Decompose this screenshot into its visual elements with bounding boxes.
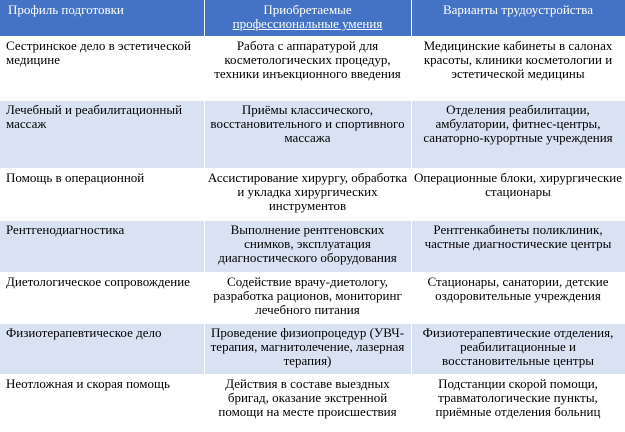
cell-skills: Действия в составе выездных бригад, оказание экстренной помощи на месте происшествия	[218, 376, 397, 419]
table-row	[0, 36, 625, 100]
cell-employment: Операционные блоки, хирургические стационары	[413, 170, 623, 199]
column-divider	[204, 0, 205, 432]
row-divider	[0, 374, 625, 375]
cell-employment: Медицинские кабинеты в салонах красоты, клиники косметологии и эстетической медицины	[423, 38, 613, 81]
column-divider	[411, 0, 412, 432]
row-divider	[0, 100, 625, 101]
cell-skills: Выполнение рентгеновских снимков, эксплуатация диагностического оборудования	[218, 222, 397, 265]
table-row	[0, 168, 625, 220]
table-row	[0, 323, 625, 374]
cell-employment: Рентгенкабинеты поликлиник, частные диагностические центры	[424, 222, 612, 251]
cell-employment: Стационары, санатории, детские оздоровительные учреждения	[427, 274, 609, 303]
cell-employment: Отделения реабилитации, амбулатории, фитнес-центры, санаторно-курортные учреждения	[423, 102, 613, 145]
header-skills: Приобретаемые профессиональные умения	[232, 2, 383, 31]
header-profile: Профиль подготовки	[8, 2, 124, 17]
table-row	[0, 272, 625, 323]
cell-skills: Приёмы классического, восстановительного и спортивного массажа	[210, 102, 405, 145]
cell-profile: Физиотерапевтическое дело	[6, 325, 162, 340]
row-divider	[0, 220, 625, 221]
row-divider	[0, 323, 625, 324]
cell-profile: Рентгенодиагностика	[6, 222, 125, 237]
row-divider	[0, 36, 625, 37]
table-row	[0, 374, 625, 432]
cell-skills: Содействие врачу-диетологу, разработка рационов, мониторинг лечебного питания	[213, 274, 402, 317]
cell-skills: Ассистирование хирургу, обработка и укладка хирургических инструментов	[207, 170, 408, 213]
cell-profile: Помощь в операционной	[6, 170, 145, 185]
cell-profile: Неотложная и скорая помощь	[6, 376, 170, 391]
cell-profile: Сестринское дело в эстетической медицине	[6, 38, 192, 67]
table-row	[0, 100, 625, 168]
row-divider	[0, 272, 625, 273]
cell-profile: Лечебный и реабилитационный массаж	[6, 102, 183, 131]
table-row	[0, 220, 625, 272]
cell-profile: Диетологическое сопровождение	[6, 274, 190, 289]
cell-skills: Проведение физиопроцедур (УВЧ-терапия, магнитолечение, лазерная терапия)	[210, 325, 405, 368]
cell-employment: Подстанции скорой помощи, травматологические пункты, приёмные отделения больниц	[435, 376, 601, 419]
row-divider	[0, 168, 625, 169]
table-header-row	[0, 0, 625, 36]
cell-skills: Работа с аппаратурой для косметологических процедур, техники инъекционного введения	[214, 38, 401, 81]
header-employment: Варианты трудоустройства	[442, 2, 593, 17]
cell-employment: Физиотерапевтические отделения, реабилитационные и восстановительные центры	[422, 325, 614, 368]
